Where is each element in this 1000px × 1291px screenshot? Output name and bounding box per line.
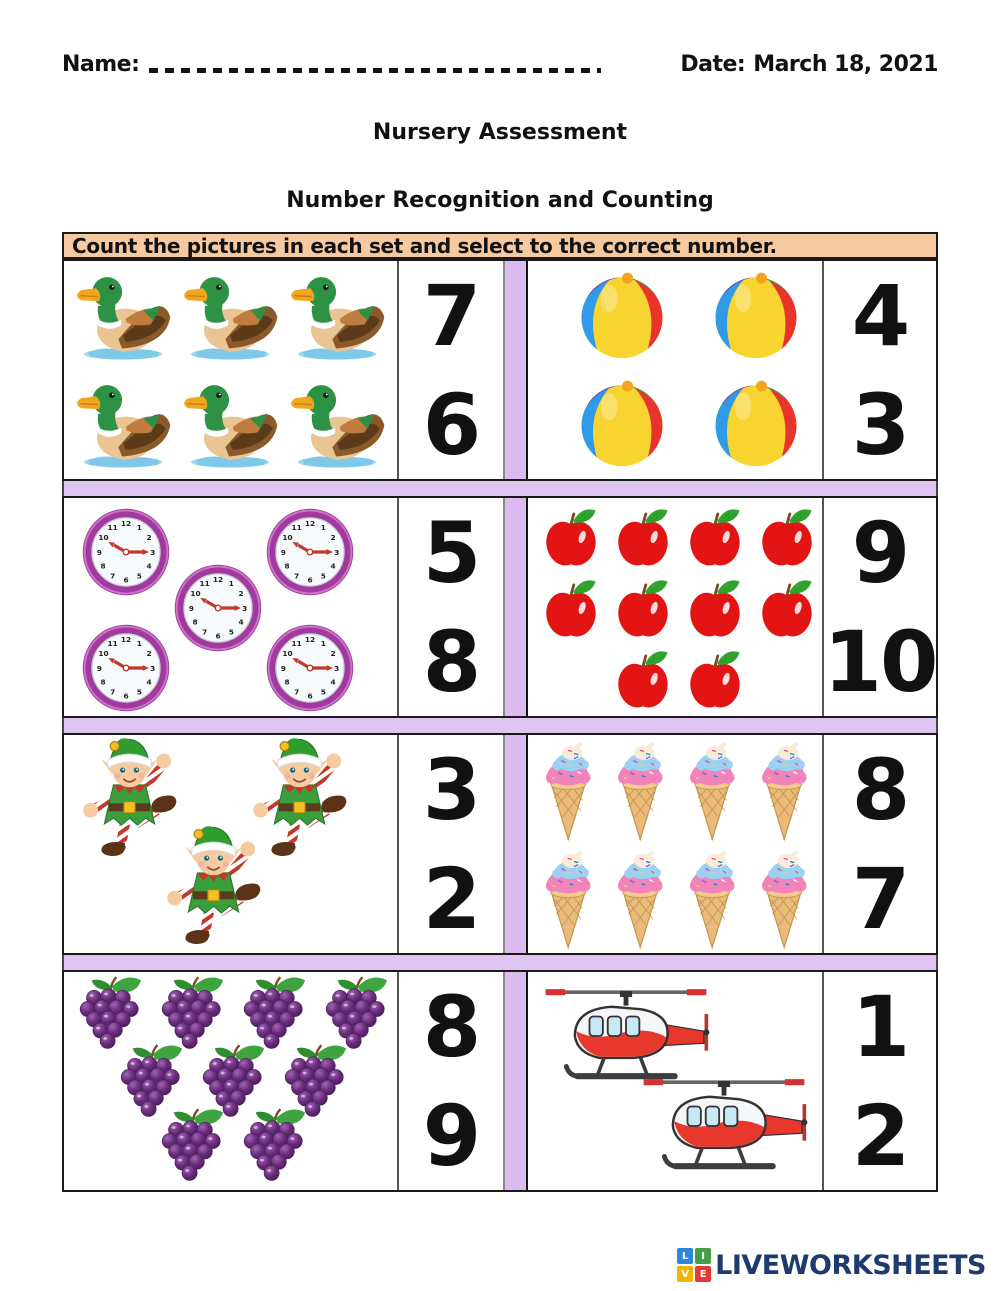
- icecream-image: [610, 847, 672, 951]
- picture-set-beach-balls: [528, 261, 822, 479]
- grapes-image: [150, 1106, 234, 1190]
- duck-image: [286, 269, 388, 365]
- clock-image: [80, 622, 172, 714]
- page-title: Nursery Assessment: [372, 120, 628, 145]
- number-choices-apples: [822, 498, 936, 716]
- number-choice[interactable]: 8: [422, 977, 480, 1076]
- apple-image: [752, 502, 822, 572]
- number-choice[interactable]: 3: [422, 740, 480, 839]
- icecream-image: [538, 847, 600, 951]
- ball-image: [576, 269, 668, 361]
- number-choice[interactable]: 5: [422, 503, 480, 602]
- apple-image: [680, 573, 750, 643]
- divider-band: [62, 481, 938, 496]
- number-choice[interactable]: 2: [422, 849, 480, 948]
- apple-image: [608, 644, 678, 714]
- picture-set-elves: [64, 735, 397, 953]
- number-choice[interactable]: 9: [422, 1086, 480, 1185]
- icecream-image: [610, 739, 672, 843]
- number-choices-helicopters: [822, 972, 936, 1190]
- duck-image: [179, 377, 281, 473]
- number-choices-grapes: [397, 972, 503, 1190]
- divider-strip: [503, 972, 528, 1190]
- logo-tile-v: V: [677, 1266, 693, 1282]
- number-choice[interactable]: 1: [851, 977, 909, 1076]
- picture-set-grapes: [64, 972, 397, 1190]
- worksheet-table: [62, 232, 938, 1192]
- number-choice[interactable]: 8: [422, 612, 480, 711]
- apple-image: [680, 644, 750, 714]
- grapes-image: [232, 1106, 316, 1190]
- apple-image: [680, 502, 750, 572]
- logo-tile-i: I: [695, 1248, 711, 1264]
- ball-image: [710, 269, 802, 361]
- number-choices-ice-creams: [822, 735, 936, 953]
- ball-image: [576, 377, 668, 469]
- picture-set-apples: [528, 498, 822, 716]
- ball-image: [710, 377, 802, 469]
- apple-image: [608, 573, 678, 643]
- picture-set-clocks: [64, 498, 397, 716]
- number-choice[interactable]: 3: [851, 375, 909, 474]
- divider-strip: [503, 735, 528, 953]
- number-choice[interactable]: 7: [851, 849, 909, 948]
- picture-set-ice-creams: [528, 735, 822, 953]
- instruction-banner: Count the pictures in each set and select to the correct number.: [62, 232, 938, 259]
- question-row-4: [62, 970, 938, 1192]
- liveworksheets-logo-icon: [677, 1248, 711, 1282]
- question-row-2: [62, 496, 938, 718]
- liveworksheets-logo: [677, 1248, 986, 1282]
- number-choices-elves: [397, 735, 503, 953]
- divider-band: [62, 955, 938, 970]
- icecream-image: [538, 739, 600, 843]
- duck-image: [72, 269, 174, 365]
- icecream-image: [682, 739, 744, 843]
- question-row-1: [62, 259, 938, 481]
- apple-image: [752, 573, 822, 643]
- liveworksheets-logo-text: LIVEWORKSHEETS: [715, 1249, 986, 1281]
- picture-set-helicopters: [528, 972, 822, 1190]
- number-choices-beach-balls: [822, 261, 936, 479]
- divider-strip: [503, 261, 528, 479]
- picture-set-ducks: [64, 261, 397, 479]
- logo-tile-e: E: [695, 1266, 711, 1282]
- logo-tile-l: L: [677, 1248, 693, 1264]
- clock-image: [80, 506, 172, 598]
- number-choice[interactable]: 7: [422, 266, 480, 365]
- date-label: Date:: [680, 52, 746, 77]
- clock-image: [264, 622, 356, 714]
- number-choice[interactable]: 4: [851, 266, 909, 365]
- divider-strip: [503, 498, 528, 716]
- duck-image: [179, 269, 281, 365]
- number-choice[interactable]: 8: [851, 740, 909, 839]
- date-value: March 18, 2021: [753, 52, 938, 77]
- duck-image: [72, 377, 174, 473]
- icecream-image: [754, 739, 816, 843]
- clock-image: [172, 562, 264, 654]
- number-choice[interactable]: 6: [422, 375, 480, 474]
- number-choice[interactable]: 10: [823, 612, 937, 711]
- header: [62, 52, 938, 77]
- clock-image: [264, 506, 356, 598]
- elf-image: [156, 825, 271, 953]
- apple-image: [536, 502, 606, 572]
- number-choices-ducks: [397, 261, 503, 479]
- page-subtitle: Number Recognition and Counting: [286, 188, 714, 213]
- name-label: Name:: [62, 52, 140, 77]
- number-choice[interactable]: 9: [851, 503, 909, 602]
- name-blank-line[interactable]: [149, 68, 601, 73]
- apple-image: [536, 573, 606, 643]
- icecream-image: [754, 847, 816, 951]
- question-row-3: [62, 733, 938, 955]
- icecream-image: [682, 847, 744, 951]
- number-choice[interactable]: 2: [851, 1086, 909, 1185]
- heli-image: [638, 1070, 810, 1182]
- number-choices-clocks: [397, 498, 503, 716]
- duck-image: [286, 377, 388, 473]
- apple-image: [608, 502, 678, 572]
- divider-band: [62, 718, 938, 733]
